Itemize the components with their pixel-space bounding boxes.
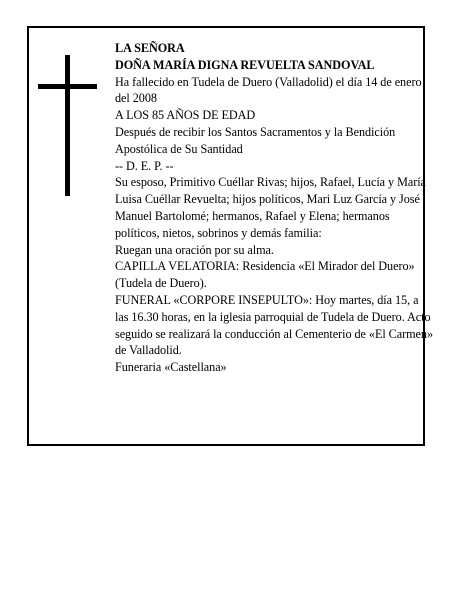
age-line: A LOS 85 AÑOS DE EDAD: [115, 108, 256, 123]
prayer-request: Ruegan una oración por su alma.: [115, 242, 274, 257]
funeral-info: FUNERAL «CORPORE INSEPULTO»: Hoy martes, día 15, a las 16.30 horas, en la iglesia parroquial de Tudela de Duero. Acto seguido se realizará la conducción al Cementerio de «El Carmen» de Valladolid.: [115, 292, 433, 358]
cross-vertical-bar: [65, 55, 70, 196]
cross-horizontal-bar: [38, 84, 97, 89]
family-list: Su esposo, Primitivo Cuéllar Rivas; hijos, Rafael, Lucía y María Luisa Cuéllar Revuelta; hijos políticos, Mari Luz García y José Manuel Bartolomé; hermanos, Rafael y Elena; hermanos políticos, nietos, sobrinos y demás familia:: [115, 175, 426, 240]
funeral-home: Funeraria «Castellana»: [115, 360, 227, 375]
deceased-name: DOÑA MARÍA DIGNA REVUELTA SANDOVAL: [115, 57, 375, 72]
sacraments-line: Después de recibir los Santos Sacramentos y la Bendición Apostólica de Su Santidad: [115, 124, 396, 156]
rest-in-peace-line: -- D. E. P. --: [115, 158, 174, 173]
obituary-text: [115, 40, 433, 376]
death-announcement: Ha fallecido en Tudela de Duero (Valladolid) el día 14 de enero del 2008: [115, 74, 422, 106]
wake-chapel-info: CAPILLA VELATORIA: Residencia «El Mirador del Duero» (Tudela de Duero).: [115, 259, 415, 291]
notice-title: LA SEÑORA: [115, 41, 185, 55]
